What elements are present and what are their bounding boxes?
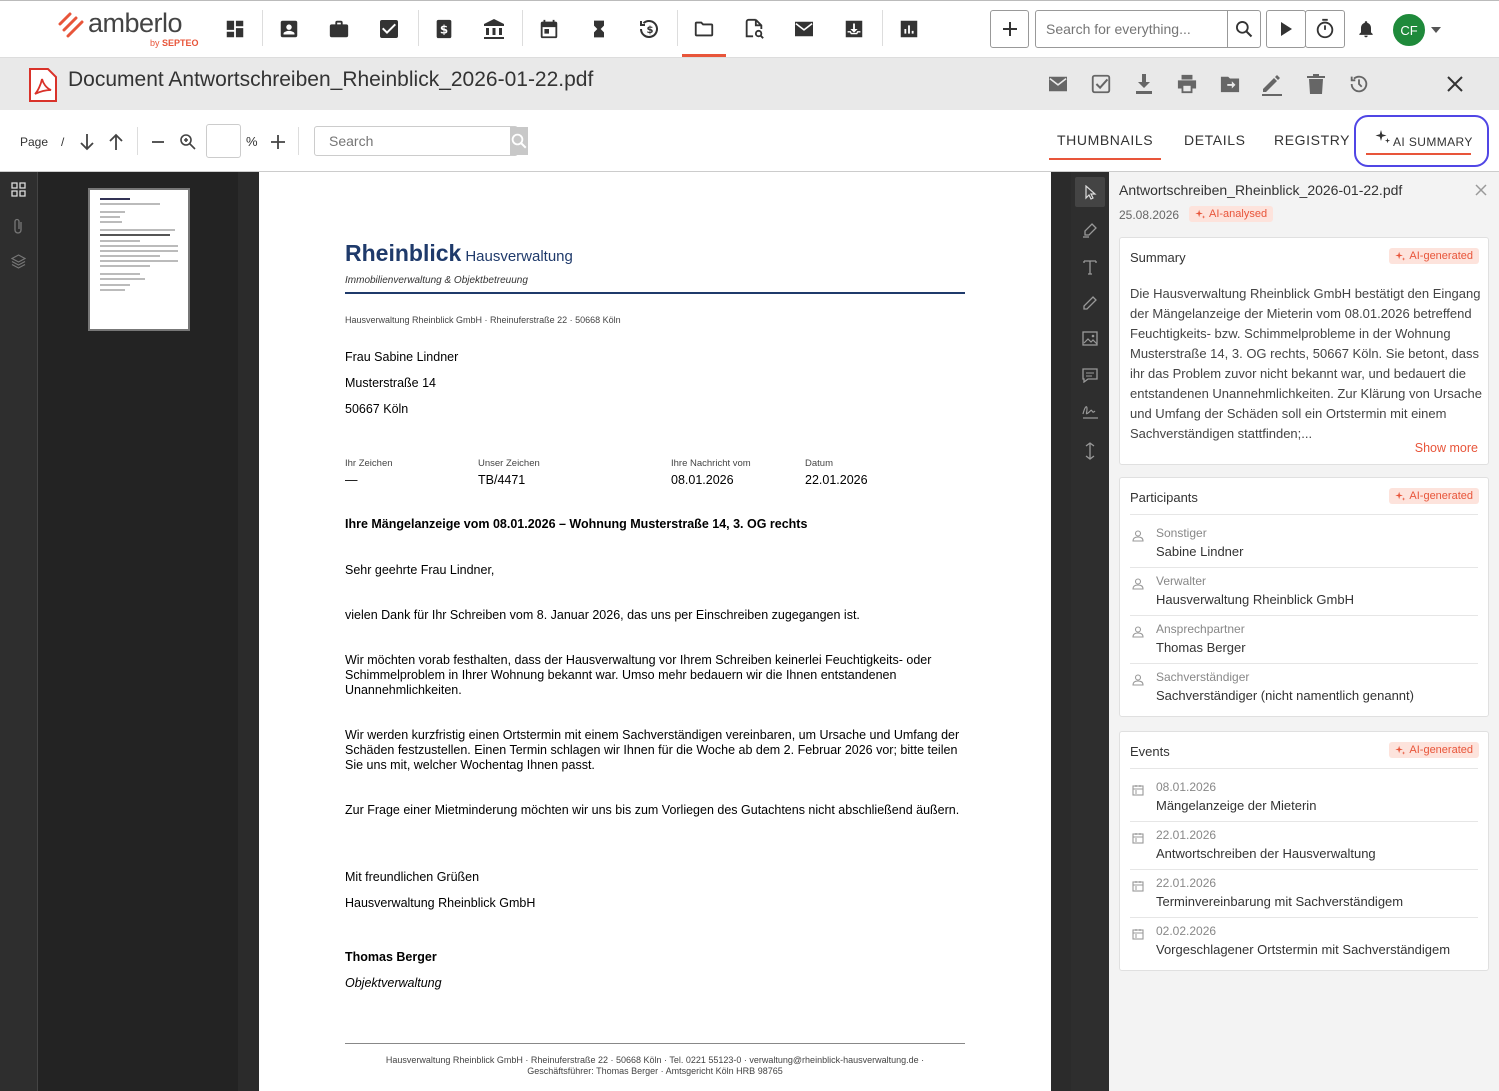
- vertical-resize-icon: [1083, 442, 1097, 460]
- download-button[interactable]: [1130, 70, 1158, 98]
- attachments-toggle[interactable]: [12, 218, 25, 235]
- summary-text: Die Hausverwaltung Rheinblick GmbH bestätigt den Eingang der Mängelanzeige der Mieterin vom 08.01.2026 betreffend Feuchtigkeits- bzw. Schimmelprobleme in der Wohnung Musterstraße 14, 3. OG rechts, 50667 Köln. Sie betont, dass ihr das Problem zuvor nicht bekannt war, und bedauert die entstandenen Unannehmlichkeiten. Zur Klärung von Ursache und Umfang der Schäden soll ein Ortstermin mit einem Sachverständigen stattfinden;...: [1130, 286, 1482, 441]
- document-title: Document Antwortschreiben_Rheinblick_2026-01-22.pdf: [68, 68, 594, 91]
- person-icon: [1132, 626, 1144, 638]
- tab-ai-summary-label: AI SUMMARY: [1393, 135, 1473, 149]
- cursor-icon: [1084, 185, 1097, 200]
- draw-tool[interactable]: [1082, 295, 1098, 311]
- letter-paragraph: Zur Frage einer Mietminderung möchten wir uns bis zum Vorliegen des Gutachtens nicht abschließend äußern.: [345, 803, 960, 817]
- ref-value: TB/4471: [478, 473, 526, 487]
- signature-icon: [1082, 403, 1099, 419]
- participant-item: [1130, 568, 1478, 616]
- select-tool[interactable]: [1075, 177, 1105, 207]
- ref-value: 08.01.2026: [671, 473, 734, 487]
- letter-subject: Ihre Mängelanzeige vom 08.01.2026 – Wohnung Musterstraße 14, 3. OG rechts: [345, 517, 808, 531]
- arrow-down-icon: [79, 132, 95, 152]
- global-search[interactable]: [1035, 10, 1261, 48]
- summary-card: [1119, 237, 1489, 465]
- recipient-name: Frau Sabine Lindner: [345, 350, 459, 364]
- zoom-percent: %: [246, 134, 258, 149]
- show-more-link[interactable]: Show more: [1414, 441, 1478, 455]
- participants-title: Participants: [1130, 490, 1198, 505]
- inbox-nav[interactable]: [832, 1, 876, 57]
- caret-down-icon[interactable]: [1431, 27, 1441, 33]
- event-date: 02.02.2026: [1156, 924, 1217, 938]
- tasks-nav[interactable]: [367, 1, 411, 57]
- stopwatch-icon: [1314, 18, 1336, 40]
- search-icon: [1234, 19, 1254, 39]
- reports-nav[interactable]: [887, 1, 931, 57]
- ai-generated-badge: AI-generated: [1389, 742, 1479, 761]
- participant-item: [1130, 616, 1478, 664]
- text-icon: [1082, 259, 1098, 275]
- email-document-button[interactable]: [1044, 70, 1072, 98]
- participant-role: Sonstiger: [1156, 526, 1207, 540]
- previous-page-button[interactable]: [108, 132, 124, 152]
- play-icon: [1279, 21, 1293, 37]
- letter-paragraph: Wir möchten vorab festhalten, dass der Hausverwaltung vor Ihrem Schreiben keinerlei Feuchtigkeits- oder Schimmelproblem in Ihrer Wohnung bekannt war. Umso mehr bedauern wir die Ihnen entstandenen Unannehmlichkeiten.: [345, 653, 932, 697]
- pen-icon: [1082, 295, 1098, 311]
- mail-icon: [793, 20, 815, 38]
- close-document-button[interactable]: [1441, 70, 1469, 98]
- dashboard-nav[interactable]: [213, 1, 257, 57]
- participant-name: Hausverwaltung Rheinblick GmbH: [1156, 592, 1354, 607]
- image-tool[interactable]: [1082, 331, 1098, 346]
- tab-thumbnails[interactable]: THUMBNAILS: [1057, 132, 1154, 148]
- download-icon: [1135, 74, 1153, 94]
- event-text: Mängelanzeige der Mieterin: [1156, 798, 1317, 813]
- letter-footer: Hausverwaltung Rheinblick GmbH · Rheinuferstraße 22 · 50668 Köln · Tel. 0221 55123-0 · verwaltung@rheinblick-hausverwaltung.de ·: [385, 1055, 925, 1065]
- layers-icon: [11, 254, 26, 269]
- svg-text:$: $: [439, 22, 449, 37]
- inbox-download-icon: [843, 18, 865, 40]
- event-date: 22.01.2026: [1156, 876, 1217, 890]
- version-history-button[interactable]: [1345, 70, 1373, 98]
- calendar-icon: [1132, 880, 1144, 892]
- person-icon: [1132, 530, 1144, 542]
- letter-signer-role: Objektverwaltung: [345, 976, 442, 990]
- bell-icon: [1356, 18, 1376, 40]
- person-icon: [1132, 578, 1144, 590]
- mail-icon: [1047, 75, 1069, 93]
- letter-paragraph: Wir werden kurzfristig einen Ortstermin mit einem Sachverständigen vereinbaren, um Ursache und Umfang der Schäden festzustellen. Einen Termin schlagen wir Ihnen für die Woche ab dem 2. Februar 2026 vor; bitte teilen Sie uns mit, welcher Wochentag Ihnen passt.: [345, 728, 960, 772]
- panel-date: 25.08.2026: [1119, 208, 1180, 222]
- events-card: [1119, 731, 1489, 971]
- close-icon: [1475, 184, 1487, 196]
- participant-item: [1130, 520, 1478, 568]
- text-tool[interactable]: [1082, 259, 1098, 275]
- close-panel-button[interactable]: [1475, 184, 1487, 196]
- move-document-button[interactable]: [1216, 70, 1244, 98]
- participant-role: Verwalter: [1156, 574, 1207, 588]
- event-item: [1130, 918, 1478, 966]
- document-search-button[interactable]: [510, 127, 528, 155]
- plus-icon: [270, 134, 286, 150]
- ref-value: 22.01.2026: [805, 473, 868, 487]
- amberlo-logo[interactable]: [58, 10, 208, 50]
- calendar-icon: [538, 18, 560, 40]
- ref-label: Unser Zeichen: [478, 458, 540, 469]
- delete-button[interactable]: [1302, 70, 1330, 98]
- billing-nav[interactable]: [422, 1, 466, 57]
- zoom-out-button[interactable]: [150, 135, 166, 149]
- task-check-icon: [377, 17, 401, 41]
- ref-label: Ihre Nachricht vom: [671, 458, 751, 469]
- layers-toggle[interactable]: [11, 254, 26, 269]
- participant-role: Ansprechpartner: [1156, 622, 1245, 636]
- sparkle-icon: [1375, 129, 1391, 145]
- add-button[interactable]: [990, 10, 1029, 48]
- sparkle-icon: [1195, 209, 1206, 220]
- event-text: Terminvereinbarung mit Sachverständigem: [1156, 894, 1404, 909]
- letter-tagline: Immobilienverwaltung & Objektbetreuung: [345, 275, 528, 286]
- billing-history-nav[interactable]: [627, 1, 671, 57]
- paperclip-icon: [12, 218, 25, 235]
- create-task-button[interactable]: [1087, 70, 1115, 98]
- tab-registry[interactable]: REGISTRY: [1274, 132, 1351, 148]
- comment-tool[interactable]: [1082, 367, 1098, 383]
- calendar-icon: [1132, 832, 1144, 844]
- contacts-nav[interactable]: [267, 1, 311, 57]
- close-icon: [1447, 76, 1463, 92]
- ai-generated-badge: AI-generated: [1389, 248, 1479, 267]
- next-page-button[interactable]: [79, 132, 95, 152]
- comment-icon: [1082, 367, 1098, 383]
- zoom-fit-button[interactable]: [179, 133, 197, 151]
- document-header: [0, 58, 1499, 110]
- sparkle-icon: [1395, 251, 1406, 262]
- bar-chart-icon: [898, 18, 920, 40]
- history-dollar-icon: [637, 17, 661, 41]
- participant-name: Thomas Berger: [1156, 640, 1246, 655]
- bank-nav[interactable]: [472, 1, 516, 57]
- document-page: [259, 172, 1051, 1091]
- matters-nav[interactable]: [317, 1, 361, 57]
- pencil-icon: [1260, 72, 1284, 96]
- annotation-toolbar: [1071, 172, 1109, 1091]
- sparkle-icon: [1395, 745, 1406, 756]
- signature-tool[interactable]: [1082, 403, 1099, 419]
- zoom-icon: [179, 133, 197, 151]
- folder-icon: [692, 18, 716, 40]
- tab-details[interactable]: DETAILS: [1184, 132, 1246, 148]
- ref-value: —: [345, 473, 358, 487]
- zoom-in-button[interactable]: [270, 134, 286, 150]
- history-icon: [1348, 73, 1370, 95]
- image-icon: [1082, 331, 1098, 346]
- zoom-input[interactable]: [206, 124, 241, 158]
- briefcase-icon: [328, 18, 350, 40]
- participant-role: Sachverständiger: [1156, 670, 1250, 684]
- event-text: Antwortschreiben der Hausverwaltung: [1156, 846, 1376, 861]
- document-search-input[interactable]: [315, 127, 510, 155]
- trash-icon: [1307, 74, 1325, 94]
- page-thumbnail[interactable]: [88, 188, 190, 331]
- calendar-icon: [1132, 784, 1144, 796]
- ai-summary-panel: [1109, 172, 1499, 1091]
- arrow-up-icon: [108, 132, 124, 152]
- notifications-button[interactable]: [1350, 1, 1382, 57]
- time-tracking-nav[interactable]: [577, 1, 621, 57]
- recipient-street: Musterstraße 14: [345, 376, 437, 390]
- viewer-toolbar: [0, 110, 1499, 172]
- global-search-button[interactable]: [1227, 11, 1260, 47]
- plus-icon: [1001, 20, 1019, 38]
- contact-card-icon: [278, 18, 300, 40]
- page-label: Page: [20, 135, 49, 149]
- hourglass-icon: [589, 18, 609, 40]
- ref-label: Ihr Zeichen: [345, 458, 393, 469]
- invoice-dollar-icon: [433, 18, 455, 40]
- ai-generated-badge: AI-generated: [1389, 488, 1479, 507]
- recipient-city: 50667 Köln: [345, 402, 409, 416]
- global-search-input[interactable]: [1036, 11, 1227, 47]
- pdf-file-icon: [28, 68, 58, 102]
- summary-title: Summary: [1130, 250, 1186, 265]
- events-title: Events: [1130, 744, 1170, 759]
- document-search-icon: [743, 18, 765, 40]
- letter-salutation: Sehr geehrte Frau Lindner,: [345, 563, 495, 577]
- resize-tool[interactable]: [1083, 442, 1097, 460]
- bank-icon: [482, 17, 506, 41]
- dashboard-icon: [224, 18, 246, 40]
- letter-company: Hausverwaltung Rheinblick GmbH: [345, 896, 536, 910]
- document-search[interactable]: [314, 126, 518, 156]
- highlight-tool[interactable]: [1082, 222, 1098, 238]
- start-timer-button[interactable]: [1266, 10, 1306, 48]
- ref-label: Datum: [805, 458, 833, 469]
- top-navigation: [0, 0, 1499, 58]
- letter-paragraph: vielen Dank für Ihr Schreiben vom 8. Januar 2026, das uns per Einschreiben zugegangen ist.: [345, 608, 860, 622]
- documents-nav[interactable]: [682, 1, 726, 57]
- folder-move-icon: [1219, 74, 1241, 94]
- user-avatar[interactable]: CF: [1393, 14, 1425, 46]
- participant-name: Sachverständiger (nicht namentlich genannt): [1156, 688, 1414, 703]
- event-item: [1130, 774, 1478, 822]
- document-search-nav[interactable]: [732, 1, 776, 57]
- logo-wordmark: amberlo: [88, 8, 183, 38]
- search-icon: [510, 132, 528, 150]
- participant-item: [1130, 664, 1478, 712]
- calendar-icon: [1132, 928, 1144, 940]
- letter-signer: Thomas Berger: [345, 950, 437, 964]
- event-date: 22.01.2026: [1156, 828, 1217, 842]
- letter-closing: Mit freundlichen Grüßen: [345, 870, 480, 884]
- calendar-nav[interactable]: [527, 1, 571, 57]
- event-date: 08.01.2026: [1156, 780, 1217, 794]
- logo-mark-icon: [58, 12, 84, 38]
- participant-name: Sabine Lindner: [1156, 544, 1244, 559]
- person-icon: [1132, 674, 1144, 686]
- left-rail: [0, 172, 37, 1091]
- mail-nav[interactable]: [782, 1, 826, 57]
- minus-icon: [150, 135, 166, 149]
- grid-icon: [11, 182, 26, 197]
- svg-text:$: $: [646, 25, 654, 36]
- page-separator: /: [61, 135, 65, 149]
- thumbnails-toggle[interactable]: [11, 182, 26, 197]
- event-text: Vorgeschlagener Ortstermin mit Sachverständigem: [1156, 942, 1451, 957]
- printer-icon: [1176, 74, 1198, 94]
- sparkle-icon: [1395, 491, 1406, 502]
- logo-subtitle: by SEPTEO: [150, 38, 199, 48]
- letter-footer: Geschäftsführer: Thomas Berger · Amtsgericht Köln HRB 98765: [527, 1066, 783, 1076]
- ai-analysed-badge: AI-analysed: [1189, 206, 1273, 225]
- tab-ai-summary[interactable]: [1354, 115, 1489, 167]
- stopwatch-button[interactable]: [1305, 10, 1345, 48]
- thumbnail-panel: [37, 172, 238, 1091]
- task-check-icon: [1090, 73, 1112, 95]
- letter-sender-line: Hausverwaltung Rheinblick GmbH · Rheinuferstraße 22 · 50668 Köln: [345, 315, 621, 325]
- panel-filename: Antwortschreiben_Rheinblick_2026-01-22.pdf: [1119, 182, 1403, 198]
- event-item: [1130, 870, 1478, 918]
- print-button[interactable]: [1173, 70, 1201, 98]
- participants-card: [1119, 477, 1489, 717]
- highlighter-icon: [1082, 222, 1098, 238]
- edit-button[interactable]: [1258, 70, 1286, 98]
- event-item: [1130, 822, 1478, 870]
- letter-brand: Rheinblick Hausverwaltung: [345, 240, 573, 266]
